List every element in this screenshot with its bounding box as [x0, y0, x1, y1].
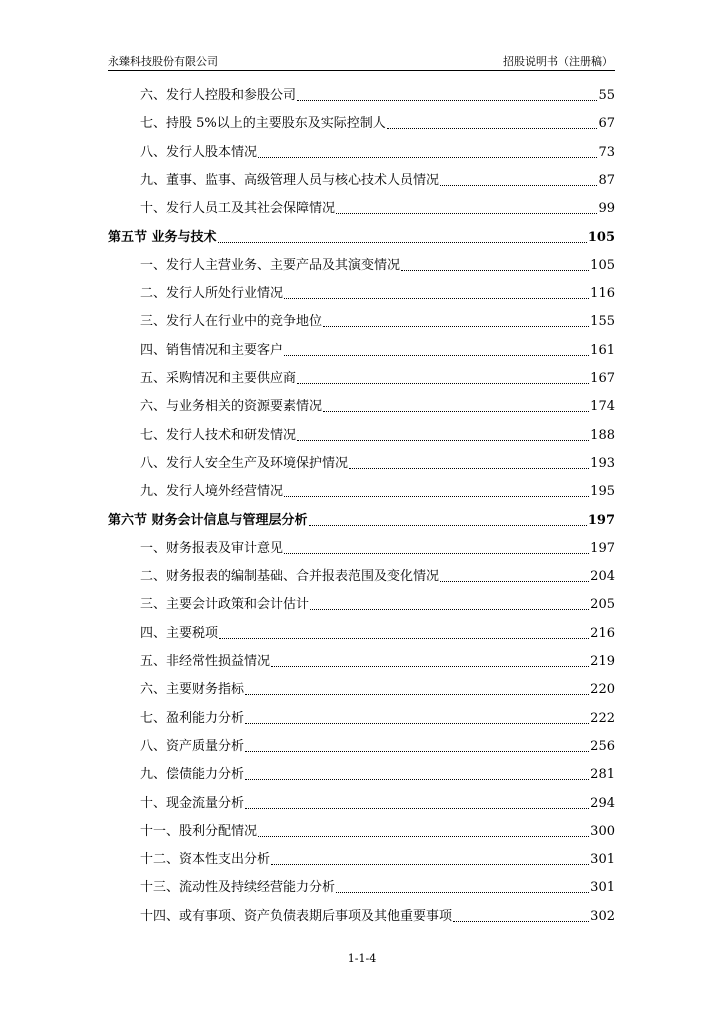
- toc-section-entry[interactable]: [108, 509, 615, 529]
- toc-entry-page: 294: [590, 795, 615, 811]
- toc-entry-title: 第五节 业务与技术: [108, 229, 217, 245]
- toc-entry-title: 九、董事、监事、高级管理人员与核心技术人员情况: [140, 172, 440, 188]
- toc-entry-page: 73: [598, 144, 615, 160]
- toc-entry-title: 五、非经常性损益情况: [140, 654, 271, 669]
- toc-entry-page: 161: [590, 342, 615, 358]
- dot-leader: [309, 525, 587, 526]
- toc-entry[interactable]: [140, 848, 615, 868]
- toc-entry[interactable]: [140, 565, 615, 585]
- dot-leader: [245, 723, 589, 724]
- toc-entry-title: 十四、或有事项、资产负债表期后事项及其他重要事项: [140, 908, 453, 924]
- toc-entry-title: 三、主要会计政策和会计估计: [140, 597, 310, 613]
- toc-entry-title: 一、财务报表及审计意见: [140, 540, 284, 556]
- dot-leader: [297, 383, 589, 384]
- toc-entry-title: 二、发行人所处行业情况: [140, 286, 284, 302]
- toc-entry-title: 十二、资本性支出分析: [140, 852, 271, 868]
- toc-entry[interactable]: [140, 820, 615, 840]
- dot-leader: [336, 213, 597, 214]
- dot-leader: [387, 128, 598, 129]
- dot-leader: [310, 609, 589, 610]
- dot-leader: [440, 581, 589, 582]
- toc-entry[interactable]: [140, 593, 615, 613]
- dot-leader: [284, 355, 589, 356]
- dot-leader: [297, 440, 589, 441]
- toc-entry[interactable]: [140, 197, 615, 217]
- toc-entry-page: 193: [590, 455, 615, 471]
- toc-entry-title: 七、发行人技术和研发情况: [140, 427, 297, 443]
- toc-entry-title: 十、发行人员工及其社会保障情况: [140, 201, 336, 217]
- toc-entry-page: 67: [598, 116, 615, 132]
- dot-leader: [271, 864, 589, 865]
- toc-entry-title: 一、发行人主营业务、主要产品及其演变情况: [140, 257, 401, 273]
- toc-entry-page: 167: [590, 371, 615, 386]
- toc-entry[interactable]: [140, 395, 615, 415]
- toc-entry[interactable]: [140, 254, 615, 274]
- page-number: 1-1-4: [347, 952, 377, 965]
- toc-entry-title: 第六节 财务会计信息与管理层分析: [108, 512, 308, 528]
- toc-entry-page: 204: [590, 569, 615, 585]
- toc-entry-page: 155: [590, 314, 615, 330]
- toc-entry-page: 220: [590, 682, 615, 698]
- toc-entry-title: 四、主要税项: [140, 625, 219, 641]
- toc-entry[interactable]: [140, 707, 615, 727]
- dot-leader: [440, 185, 597, 186]
- toc-entry-page: 197: [587, 512, 615, 528]
- toc-entry-title: 二、财务报表的编制基础、合并报表范围及变化情况: [140, 569, 440, 585]
- dot-leader: [323, 411, 589, 412]
- toc-entry[interactable]: [140, 480, 615, 500]
- toc-entry[interactable]: [140, 735, 615, 755]
- dot-leader: [218, 242, 587, 243]
- toc-entry[interactable]: [140, 678, 615, 698]
- toc-entry-title: 八、发行人安全生产及环境保护情况: [140, 455, 349, 471]
- toc-entry[interactable]: [140, 424, 615, 444]
- toc-entry-title: 十、现金流量分析: [140, 795, 245, 811]
- toc-entry-page: 55: [598, 88, 615, 103]
- toc-entry[interactable]: [140, 169, 615, 189]
- toc-entry[interactable]: [140, 622, 615, 642]
- dot-leader: [258, 157, 597, 158]
- toc-entry[interactable]: [140, 452, 615, 472]
- company-name: 永臻科技股份有限公司: [108, 55, 218, 68]
- toc-entry-page: 301: [590, 880, 615, 896]
- toc-entry[interactable]: [140, 112, 615, 132]
- dot-leader: [349, 468, 589, 469]
- toc-entry[interactable]: [140, 339, 615, 359]
- toc-entry-page: 281: [590, 767, 615, 783]
- toc-entry-title: 六、主要财务指标: [140, 682, 245, 698]
- toc-entry[interactable]: [140, 367, 615, 387]
- toc-entry[interactable]: [140, 905, 615, 925]
- toc-entry-page: 222: [590, 710, 615, 726]
- dot-leader: [297, 100, 597, 101]
- dot-leader: [336, 892, 589, 893]
- toc-entry-page: 174: [590, 399, 615, 415]
- toc-entry[interactable]: [140, 792, 615, 812]
- dot-leader: [401, 270, 589, 271]
- toc-entry-title: 七、持股 5%以上的主要股东及实际控制人: [140, 116, 386, 132]
- toc-entry-page: 256: [590, 738, 615, 754]
- toc-entry[interactable]: [140, 282, 615, 302]
- toc-entry[interactable]: [140, 876, 615, 896]
- toc-entry-page: 116: [590, 286, 615, 302]
- dot-leader: [284, 553, 589, 554]
- dot-leader: [258, 836, 589, 837]
- toc-entry[interactable]: [140, 650, 615, 670]
- toc-entry-page: 219: [590, 654, 615, 669]
- toc-entry-title: 四、销售情况和主要客户: [140, 342, 284, 358]
- toc-entry-page: 300: [590, 823, 615, 839]
- document-title: 招股说明书（注册稿）: [503, 55, 613, 68]
- dot-leader: [245, 751, 589, 752]
- dot-leader: [323, 326, 589, 327]
- toc-entry[interactable]: [140, 537, 615, 557]
- dot-leader: [245, 808, 589, 809]
- dot-leader: [284, 298, 589, 299]
- toc-entry-page: 302: [590, 908, 615, 924]
- toc-entry-title: 十三、流动性及持续经营能力分析: [140, 880, 336, 896]
- dot-leader: [245, 694, 589, 695]
- toc-entry[interactable]: [140, 310, 615, 330]
- toc-entry-title: 九、发行人境外经营情况: [140, 484, 284, 500]
- toc-entry-page: 195: [590, 484, 615, 500]
- toc-entry-title: 八、发行人股本情况: [140, 144, 258, 160]
- toc-entry-page: 197: [590, 540, 615, 556]
- toc-section-entry[interactable]: [108, 226, 615, 246]
- toc-entry[interactable]: [140, 763, 615, 783]
- dot-leader: [271, 666, 589, 667]
- toc-entry-title: 三、发行人在行业中的竞争地位: [140, 314, 323, 330]
- toc-entry-page: 99: [598, 201, 615, 217]
- toc-entry-title: 九、偿债能力分析: [140, 767, 245, 783]
- toc-entry-page: 205: [590, 597, 615, 613]
- page-header: [108, 50, 615, 71]
- toc-entry[interactable]: [140, 84, 615, 104]
- dot-leader: [245, 779, 589, 780]
- toc-entry-page: 188: [590, 427, 615, 443]
- toc-entry[interactable]: [140, 141, 615, 161]
- toc-entry-title: 六、与业务相关的资源要素情况: [140, 399, 323, 415]
- toc-entry-title: 五、采购情况和主要供应商: [140, 371, 297, 386]
- dot-leader: [219, 638, 589, 639]
- toc-entry-page: 216: [590, 625, 615, 641]
- toc-entry-page: 87: [598, 172, 615, 188]
- toc-entry-page: 105: [587, 229, 615, 245]
- toc-entry-page: 301: [590, 852, 615, 868]
- dot-leader: [284, 496, 589, 497]
- toc-entry-title: 十一、股利分配情况: [140, 823, 258, 839]
- toc-entry-page: 105: [590, 257, 615, 273]
- toc-entry-title: 七、盈利能力分析: [140, 710, 245, 726]
- dot-leader: [453, 921, 589, 922]
- toc-entry-title: 八、资产质量分析: [140, 738, 245, 754]
- toc-entry-title: 六、发行人控股和参股公司: [140, 88, 297, 103]
